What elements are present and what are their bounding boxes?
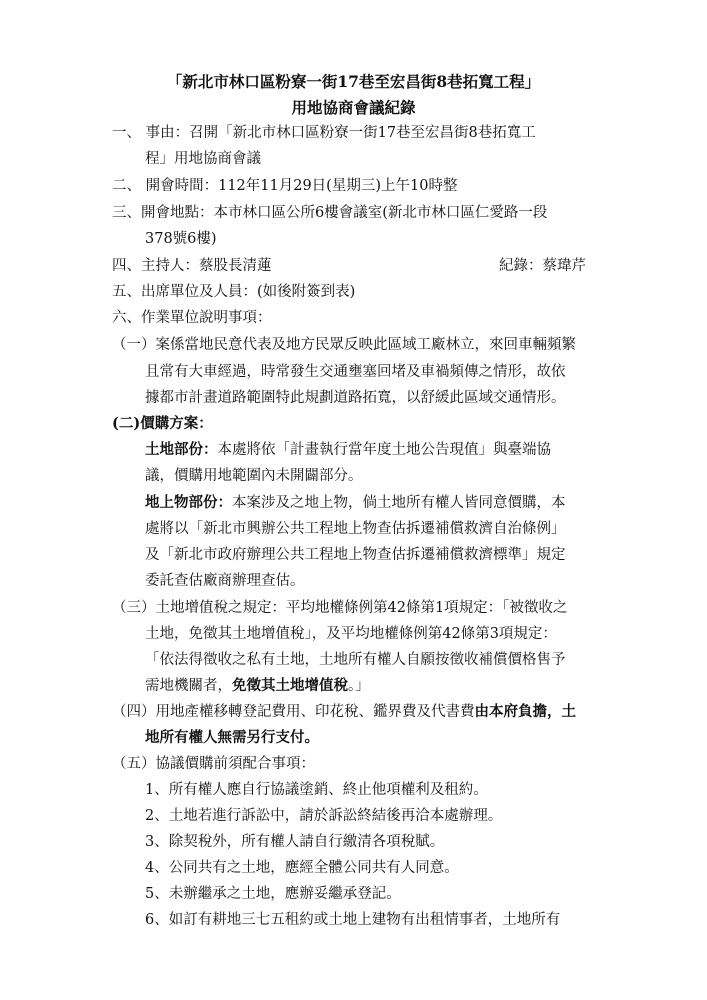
tax-exempt-emphasis: 免徵其土地增值稅 [232, 677, 348, 694]
section-3-line [145, 676, 370, 696]
item-recorder: 紀錄：蔡瑋芹 [499, 258, 586, 274]
requirement-item: 1、所有權人應自行協議塗銷、終止他項權利及租約。 [145, 782, 488, 798]
government-pays-emphasis: 由本府負擔，土 [474, 703, 576, 720]
building-paragraph-cont: 處將以「新北市興辦公共工程地上物查估拆遷補償救濟自治條例」 [145, 521, 566, 537]
building-paragraph [145, 493, 566, 513]
section-3-line: 「依法得徵收之私有土地，土地所有權人自願按徵收補償價格售予 [145, 652, 566, 668]
section-3-text-end: 。」 [348, 678, 370, 694]
land-label: 土地部份： [145, 441, 218, 458]
section-2-heading: (二)價購方案： [112, 415, 213, 432]
section-1-line: 據都市計畫道路範圍特此規劃道路拓寬，以舒緩此區域交通情形。 [145, 390, 566, 406]
requirement-item: 4、公同共有之土地，應經全體公同共有人同意。 [145, 860, 459, 876]
section-5-heading: （五）協議價購前須配合事項： [112, 756, 315, 772]
item-meeting-place: 三、開會地點：本市林口區公所6樓會議室(新北市林口區仁愛路一段 [112, 205, 548, 221]
item-explanations: 六、作業單位說明事項： [112, 310, 272, 326]
building-paragraph-cont: 及「新北市政府辦理公共工程地上物查估拆遷補償救濟標準」規定 [145, 547, 566, 563]
item-subject: 一、 事由：召開「新北市林口區粉寮一街17巷至宏昌街8巷拓寬工 [112, 125, 536, 141]
requirement-item: 5、未辦繼承之土地，應辦妥繼承登記。 [145, 886, 401, 902]
section-4-line [112, 702, 576, 722]
item-subject-cont: 程」用地協商會議 [145, 151, 261, 167]
land-text: 本處將依「計畫執行當年度土地公告現值」與臺端協 [217, 442, 551, 458]
section-4-text: （四）用地產權移轉登記費用、印花稅、鑑界費及代書費 [112, 704, 475, 720]
section-3-line: （三）土地增值稅之規定：平均地權條例第42條第1項規定：「被徵收之 [112, 600, 568, 616]
section-1-line: （一）案係當地民意代表及地方民眾反映此區域工廠林立，來回車輛頻繁 [112, 337, 576, 353]
item-chairperson: 四、主持人：蔡股長清蓮 [112, 258, 272, 274]
document-subtitle: 用地協商會議紀錄 [291, 98, 416, 117]
section-3-line: 土地，免徵其土地增值稅」，及平均地權條例第42條第3項規定： [145, 626, 557, 642]
requirement-item: 6、如訂有耕地三七五租約或土地上建物有出租情事者，土地所有 [145, 912, 561, 928]
section-4-line-cont: 地所有權人無需另行支付。 [145, 729, 319, 746]
requirement-item: 3、除契稅外，所有權人請自行繳清各項稅賦。 [145, 834, 445, 850]
requirement-item: 2、土地若進行訴訟中，請於訴訟終結後再洽本處辦理。 [145, 808, 503, 824]
land-paragraph-cont: 議，價購用地範圍內未開闢部分。 [145, 468, 363, 484]
land-paragraph [145, 440, 551, 460]
item-attendees: 五、出席單位及人員：(如後附簽到表) [112, 284, 356, 300]
building-label: 地上物部份： [145, 494, 232, 511]
item-meeting-place-cont: 378號6樓) [145, 231, 217, 247]
document-title: 「新北市林口區粉寮一街17巷至宏昌街8巷拓寬工程」 [166, 72, 541, 91]
item-meeting-time: 二、 開會時間：112年11月29日(星期三)上午10時整 [112, 178, 458, 194]
building-paragraph-cont: 委託查估廠商辦理查估。 [145, 573, 305, 589]
section-1-line: 且常有大車經過，時常發生交通壅塞回堵及車禍頻傳之情形，故依 [145, 364, 566, 380]
section-3-text: 需地機關者， [145, 678, 232, 694]
building-text: 本案涉及之地上物，倘土地所有權人皆同意價購，本 [232, 495, 566, 511]
